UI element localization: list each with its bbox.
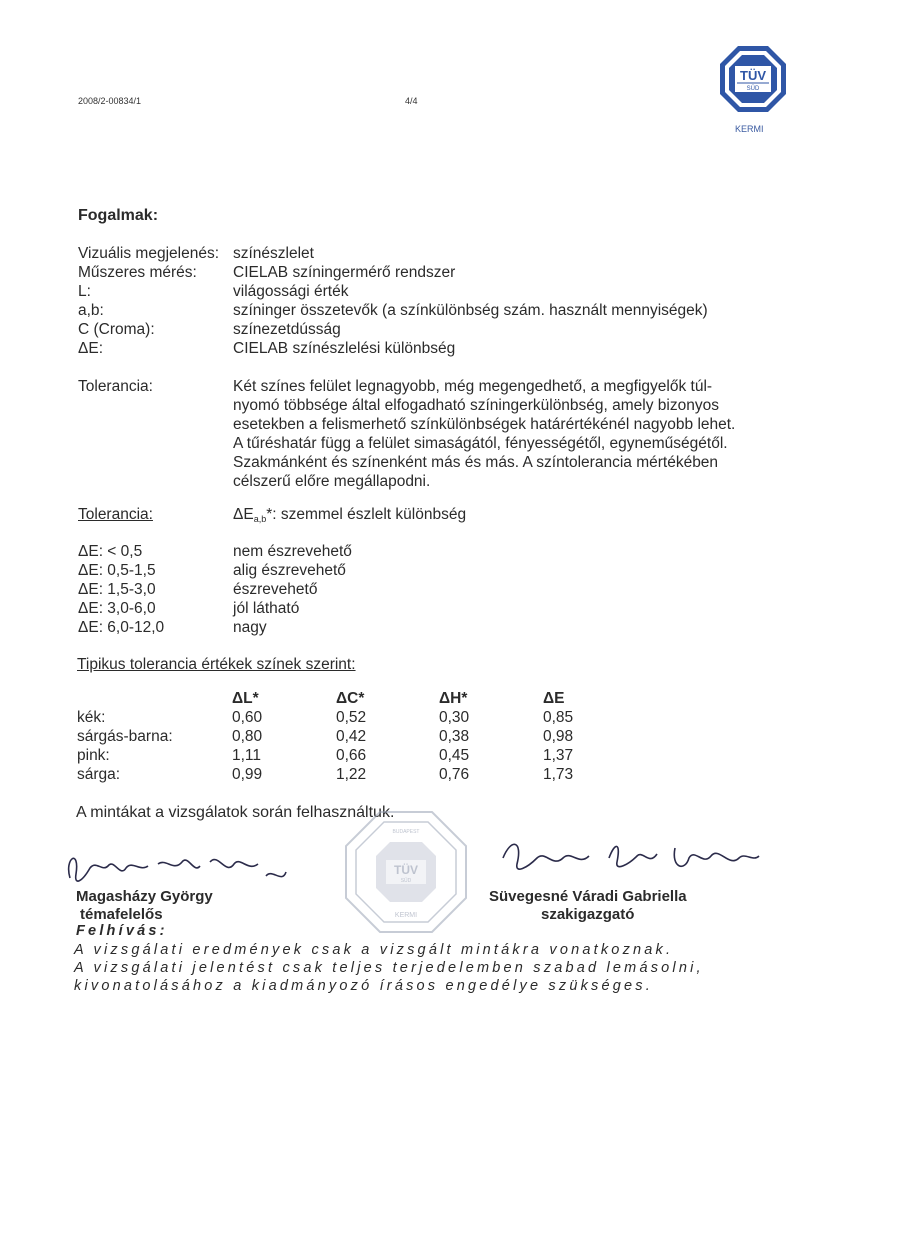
definition-term: Műszeres mérés: (78, 264, 197, 281)
svg-text:SÜD: SÜD (746, 86, 760, 92)
cell-de: 0,98 (543, 728, 574, 745)
svg-text:KERMI: KERMI (394, 912, 418, 919)
svg-text:TÜV: TÜV (394, 863, 418, 877)
definition-term: ΔE: (78, 340, 103, 357)
section-title: Fogalmak: (78, 207, 159, 224)
range-meaning: nagy (233, 619, 267, 636)
header-dl: ΔL* (232, 690, 259, 707)
color-name: sárga: (77, 766, 121, 783)
notice-line: A vizsgálati jelentést csak teljes terjedelemben szabad lemásolni, (74, 960, 704, 976)
samples-note: A mintákat a vizsgálatok során felhasználtuk. (76, 804, 395, 821)
tolerance-label: Tolerancia: (78, 378, 153, 395)
range-value: ΔE: 6,0-12,0 (78, 619, 165, 636)
definition-desc: színinger összetevők (a színkülönbség szám. használt mennyiségek) (233, 302, 708, 319)
notice-text (74, 941, 704, 995)
header-dh: ΔH* (439, 690, 468, 707)
definition-term: C (Croma): (78, 321, 155, 338)
cell-dl: 0,80 (232, 728, 263, 745)
page-number: 4/4 (405, 96, 418, 106)
definition-desc: színezetdússág (233, 321, 341, 338)
right-signer-name: Süvegesné Váradi Gabriella (489, 888, 687, 905)
svg-text:SÜD: SÜD (400, 878, 412, 884)
cell-de: 1,73 (543, 766, 574, 783)
svg-text:BUDAPEST: BUDAPEST (392, 829, 420, 835)
definition-term: Vizuális megjelenés: (78, 245, 220, 262)
tolerance-line: A tűréshatár függ a felület simaságától, fényességétől, egyneműségétől. (233, 435, 728, 452)
range-value: ΔE: 1,5-3,0 (78, 581, 156, 598)
tolerance-description (233, 377, 735, 491)
definition-term: a,b: (78, 302, 104, 319)
right-signer-role: szakigazgató (541, 906, 635, 923)
definition-desc: CIELAB színészlelési különbség (233, 340, 456, 357)
notice-label: Felhívás: (76, 923, 168, 939)
typical-title: Tipikus tolerancia értékek színek szerint: (77, 656, 356, 673)
definition-desc: színészlelet (233, 245, 314, 262)
range-meaning: nem észrevehető (233, 543, 352, 560)
color-name: pink: (77, 747, 110, 764)
range-meaning: jól látható (233, 600, 300, 617)
cell-dc: 0,66 (336, 747, 367, 764)
range-value: ΔE: < 0,5 (78, 543, 143, 560)
range-value: ΔE: 0,5-1,5 (78, 562, 156, 579)
header-de: ΔE (543, 690, 565, 707)
range-value: ΔE: 3,0-6,0 (78, 600, 156, 617)
cell-dh: 0,30 (439, 709, 470, 726)
signature-right (497, 828, 767, 888)
cell-dc: 0,52 (336, 709, 367, 726)
left-signer-role: témafelelős (80, 906, 163, 923)
delta-subscript: a,b (253, 514, 267, 524)
tuv-stamp (342, 808, 470, 936)
cell-dh: 0,76 (439, 766, 470, 783)
cell-de: 1,37 (543, 747, 574, 764)
cell-dc: 1,22 (336, 766, 367, 783)
color-name: sárgás-barna: (77, 728, 173, 745)
range-meaning: alig észrevehető (233, 562, 346, 579)
cell-dc: 0,42 (336, 728, 367, 745)
cell-dl: 0,99 (232, 766, 263, 783)
tolerance-line: nyomó többsége által elfogadható színingerkülönbség, amely bizonyos (233, 397, 719, 414)
delta-definition (233, 505, 466, 529)
range-meaning: észrevehető (233, 581, 318, 598)
cell-dh: 0,45 (439, 747, 470, 764)
svg-text:TÜV: TÜV (740, 68, 766, 83)
cell-dh: 0,38 (439, 728, 470, 745)
tolerance-line: Szakmánként és színenként más és más. A színtolerancia mértékében (233, 454, 719, 471)
tolerance-line: esetekben a felismerhető színkülönbségek határértékénél nagyobb lehet. (233, 416, 736, 433)
tuv-sud-logo (718, 44, 788, 114)
notice-line: A vizsgálati eredmények csak a vizsgált mintákra vonatkoznak. (74, 942, 674, 958)
delta-description: *: szemmel észlelt különbség (266, 506, 467, 523)
header-dc: ΔC* (336, 690, 365, 707)
tolerance-line: Két színes felület legnagyobb, még megengedhető, a megfigyelők túl- (233, 378, 713, 395)
definition-term: L: (78, 283, 91, 300)
notice-line: kivonatolásához a kiadmányozó írásos engedélye szükséges. (74, 978, 653, 994)
document-id: 2008/2-00834/1 (78, 96, 142, 106)
delta-symbol: ΔE (233, 506, 254, 523)
tolerance-heading: Tolerancia: (78, 506, 153, 523)
left-signer-name: Magasházy György (76, 888, 213, 905)
cell-de: 0,85 (543, 709, 574, 726)
tolerance-line: célszerű előre megállapodni. (233, 473, 431, 490)
definition-desc: CIELAB színingermérő rendszer (233, 264, 456, 281)
definition-desc: világossági érték (233, 283, 349, 300)
color-name: kék: (77, 709, 106, 726)
logo-caption: KERMI (735, 124, 764, 134)
cell-dl: 0,60 (232, 709, 263, 726)
cell-dl: 1,11 (232, 747, 262, 764)
